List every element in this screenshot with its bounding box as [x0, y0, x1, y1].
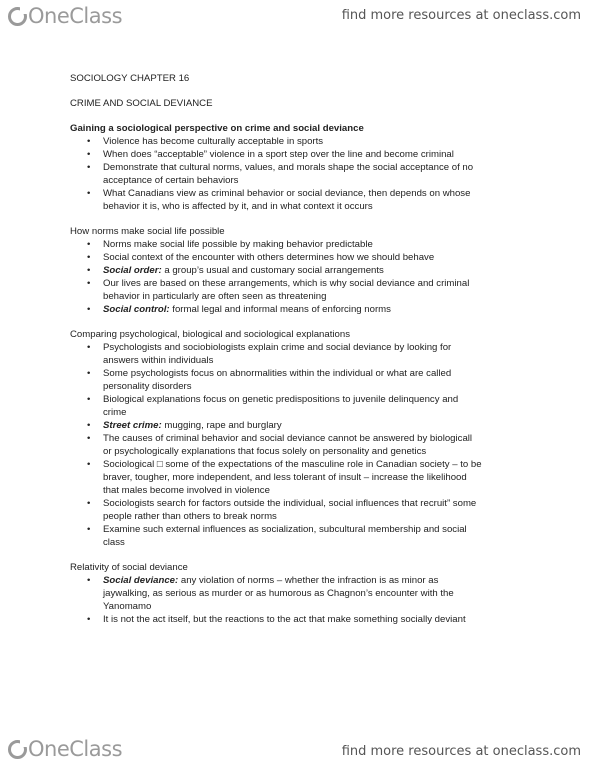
line-text: Norms make social life possible by making behavior predictable: [103, 239, 373, 250]
bullet-item: [70, 303, 540, 316]
bullet-item: [70, 341, 540, 367]
logo-text: OneClass: [28, 737, 123, 761]
line-text: braver, tougher, more independent, and less tolerant of insult – increase the likelihood: [103, 472, 467, 483]
line-text: Some psychologists focus on abnormalities within the individual or what are called: [103, 368, 452, 379]
line-text: that males become involved in violence: [103, 485, 270, 496]
document-title: CRIME AND SOCIAL DEVIANCE: [70, 98, 213, 109]
line-text: jaywalking, as serious as murder or as humorous as Chagnon’s encounter with the: [103, 588, 454, 599]
oneclass-logo-footer: [8, 738, 122, 760]
bullet-list: [70, 135, 540, 213]
bullet-line: [103, 148, 540, 161]
bullet-line: [103, 200, 540, 213]
bullet-line: [103, 290, 540, 303]
line-text: Our lives are based on these arrangements, which is why social deviance and criminal: [103, 278, 470, 289]
section-heading: Gaining a sociological perspective on crime and social deviance: [70, 123, 364, 134]
section-gap: [70, 213, 540, 225]
line-text: Biological explanations focus on genetic predispositions to juvenile delinquency and: [103, 394, 459, 405]
bullet-item: [70, 367, 540, 393]
line-text: Sociological □ some of the expectations of the masculine role in Canadian society – to be: [103, 459, 482, 470]
section-heading: Relativity of social deviance: [70, 562, 188, 573]
bullet-line: [103, 354, 540, 367]
bullet-line: [103, 471, 540, 484]
line-text: people rather than others to break norms: [103, 511, 277, 522]
bullet-item: [70, 161, 540, 187]
term-label: Social order:: [103, 265, 162, 276]
line-text: acceptance of certain behaviors: [103, 175, 239, 186]
bullet-item: [70, 613, 540, 626]
bullet-line: [103, 161, 540, 174]
bullet-line: [103, 432, 540, 445]
line-text: The causes of criminal behavior and social deviance cannot be answered by biologicall: [103, 433, 473, 444]
bullet-item: [70, 523, 540, 549]
line-text: behavior it is, who is affected by it, and in what context it occurs: [103, 201, 373, 212]
bullet-item: [70, 497, 540, 523]
bullet-item: [70, 187, 540, 213]
term-label: Street crime:: [103, 420, 162, 431]
bullet-line: [103, 135, 540, 148]
bullet-item: [70, 148, 540, 161]
bullet-line: [103, 510, 540, 523]
bullet-item: [70, 432, 540, 458]
bullet-line: [103, 419, 540, 432]
logo-text: OneClass: [28, 4, 123, 28]
bullet-item: [70, 574, 540, 613]
term-label: Social control:: [103, 304, 170, 315]
section-heading: How norms make social life possible: [70, 226, 225, 237]
line-text: Demonstrate that cultural norms, values, and morals shape the social acceptance of no: [103, 162, 474, 173]
document-body: [70, 72, 540, 626]
bullet-item: [70, 264, 540, 277]
term-label: Social deviance:: [103, 575, 179, 586]
bullet-line: [103, 341, 540, 354]
bullet-line: [103, 587, 540, 600]
bullet-item: [70, 393, 540, 419]
bullet-item: [70, 251, 540, 264]
line-text: answers within individuals: [103, 355, 214, 366]
bullet-line: [103, 458, 540, 471]
line-text: a group’s usual and customary social arrangements: [161, 265, 384, 276]
line-text: Psychologists and sociobiologists explain crime and social deviance by looking for: [103, 342, 452, 353]
bullet-line: [103, 523, 540, 536]
bullet-line: [103, 251, 540, 264]
oneclass-logo: [8, 5, 122, 27]
bullet-item: [70, 419, 540, 432]
bullet-line: [103, 613, 540, 626]
line-text: any violation of norms – whether the infraction is as minor as: [178, 575, 439, 586]
line-text: Social context of the encounter with others determines how we should behave: [103, 252, 435, 263]
line-text: behavior in particularly are often seen as threatening: [103, 291, 327, 302]
bullet-item: [70, 238, 540, 251]
section-gap: [70, 549, 540, 561]
bullet-line: [103, 574, 540, 587]
bullet-line: [103, 380, 540, 393]
sections: [70, 122, 540, 626]
find-more-link-footer[interactable]: find more resources at oneclass.com: [341, 744, 581, 759]
bullet-line: [103, 187, 540, 200]
bullet-line: [103, 367, 540, 380]
bullet-item: [70, 458, 540, 497]
bullet-line: [103, 174, 540, 187]
line-text: crime: [103, 407, 127, 418]
bullet-line: [103, 600, 540, 613]
bullet-line: [103, 277, 540, 290]
bullet-list: [70, 238, 540, 316]
line-text: or psychologically explanations that focus solely on personality and genetics: [103, 446, 427, 457]
logo-ring-icon: [8, 740, 27, 759]
section-gap: [70, 316, 540, 328]
line-text: When does “acceptable” violence in a sport step over the line and become criminal: [103, 149, 454, 160]
find-more-link[interactable]: find more resources at oneclass.com: [341, 8, 581, 23]
line-text: Violence has become culturally acceptable in sports: [103, 136, 324, 147]
bullet-line: [103, 484, 540, 497]
bullet-line: [103, 303, 540, 316]
line-text: Examine such external influences as socialization, subcultural membership and social: [103, 524, 467, 535]
line-text: Sociologists search for factors outside the individual, social influences that recruit” some: [103, 498, 477, 509]
bullet-line: [103, 497, 540, 510]
line-text: personality disorders: [103, 381, 192, 392]
line-text: mugging, rape and burglary: [161, 420, 282, 431]
bullet-line: [103, 393, 540, 406]
line-text: What Canadians view as criminal behavior or social deviance, then depends on whose: [103, 188, 471, 199]
section-heading: Comparing psychological, biological and sociological explanations: [70, 329, 350, 340]
bullet-list: [70, 341, 540, 549]
bullet-list: [70, 574, 540, 626]
line-text: It is not the act itself, but the reactions to the act that make something socially deviant: [103, 614, 466, 625]
chapter-heading: SOCIOLOGY CHAPTER 16: [70, 73, 190, 84]
logo-ring-icon: [8, 7, 27, 26]
line-text: formal legal and informal means of enforcing norms: [169, 304, 391, 315]
bullet-line: [103, 445, 540, 458]
bullet-line: [103, 238, 540, 251]
bullet-item: [70, 277, 540, 303]
bullet-line: [103, 536, 540, 549]
line-text: Yanomamo: [103, 601, 152, 612]
bullet-line: [103, 264, 540, 277]
bullet-line: [103, 406, 540, 419]
line-text: class: [103, 537, 125, 548]
bullet-item: [70, 135, 540, 148]
